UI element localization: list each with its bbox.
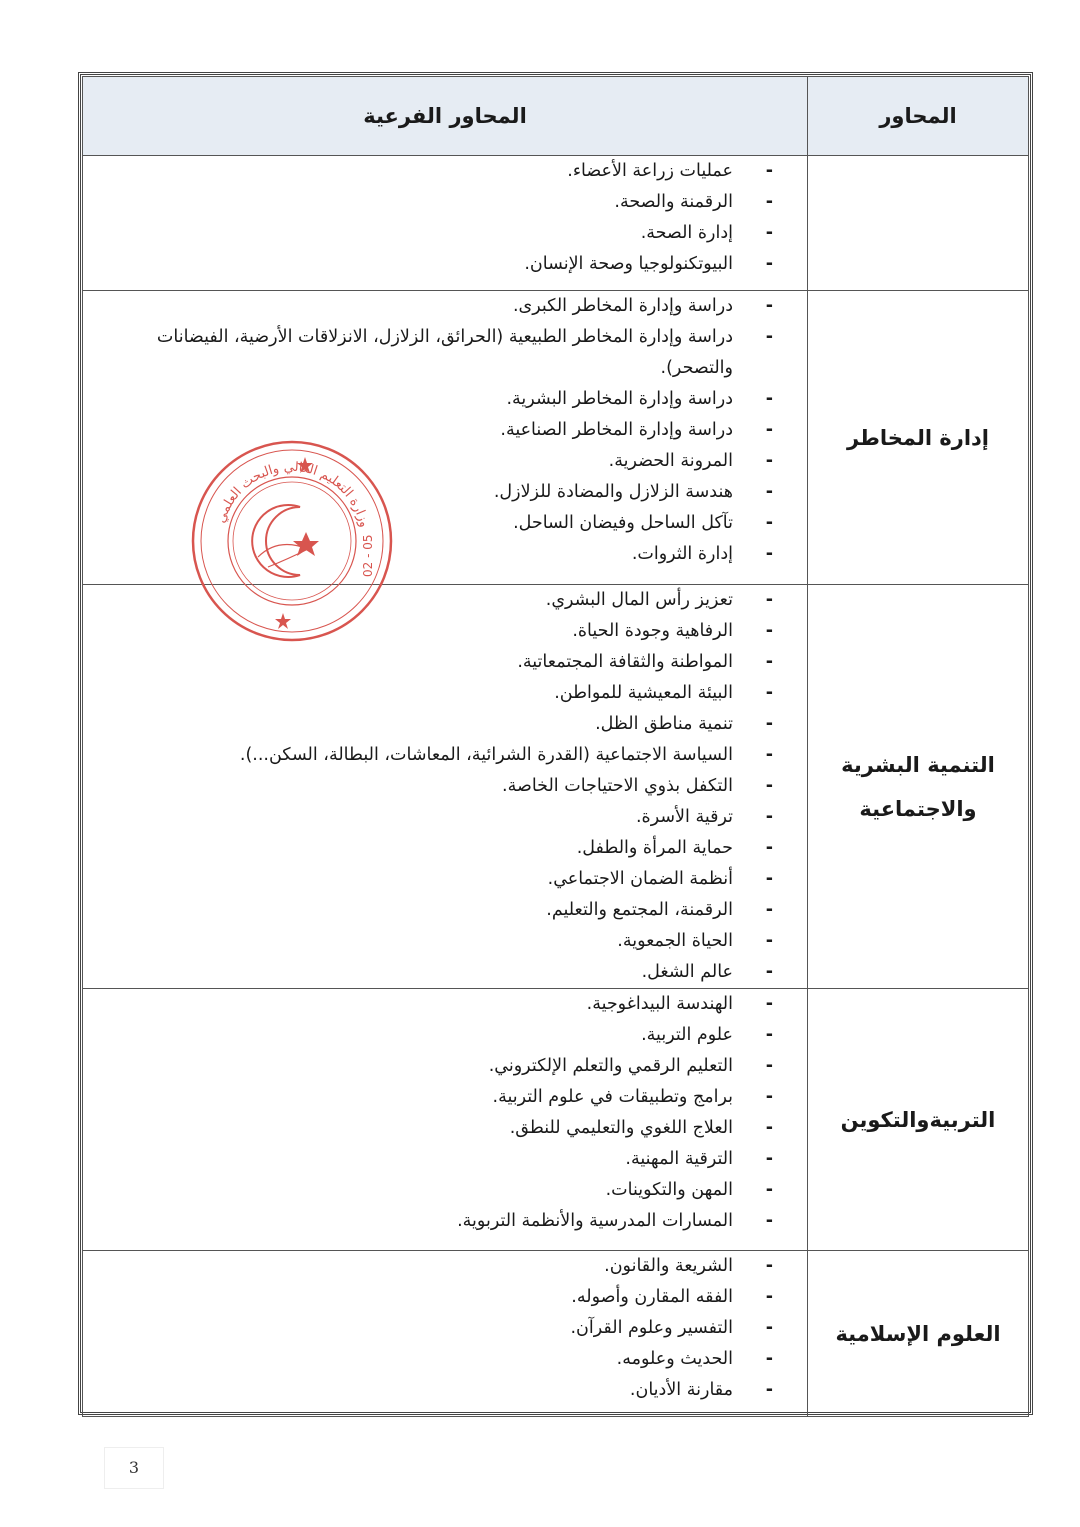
sub-axes-list [83, 1251, 807, 1406]
list-item: - الفقه المقارن وأصوله. [113, 1282, 779, 1313]
page-number: 3 [104, 1447, 164, 1489]
list-item: - دراسة وإدارة المخاطر الكبرى. [113, 291, 779, 322]
header-sub-axes: المحاور الفرعية [83, 77, 808, 156]
axis-name: التنمية البشرية والاجتماعية [808, 585, 1029, 989]
axis-name [808, 156, 1029, 291]
table-row [83, 1251, 1029, 1417]
sub-axes-cell [83, 156, 808, 291]
stamp-text: وزارة التعليم العالي والبحث العلمي [213, 459, 372, 529]
list-item: - حماية المرأة والطفل. [113, 833, 779, 864]
list-item: - ترقية الأسرة. [113, 802, 779, 833]
list-item: - تعزيز رأس المال البشري. [113, 585, 779, 616]
list-item: - الحياة الجمعوية. [113, 926, 779, 957]
list-item: - الرفاهية وجودة الحياة. [113, 616, 779, 647]
header-axis: المحاور [808, 77, 1029, 156]
axis-name: التربيةوالتكوين [808, 989, 1029, 1251]
list-item: - برامج وتطبيقات في علوم التربية. [113, 1082, 779, 1113]
list-item: - البيوتكنولوجيا وصحة الإنسان. [113, 249, 779, 280]
list-item: - العلاج اللغوي والتعليمي للنطق. [113, 1113, 779, 1144]
list-item: - المواطنة والثقافة المجتمعاتية. [113, 647, 779, 678]
list-item: - المهن والتكوينات. [113, 1175, 779, 1206]
list-item: - عالم الشغل. [113, 957, 779, 988]
list-item: - تنمية مناطق الظل. [113, 709, 779, 740]
table-header-row [83, 77, 1029, 156]
list-item: - الرقمنة، المجتمع والتعليم. [113, 895, 779, 926]
list-item: - مقارنة الأديان. [113, 1375, 779, 1406]
list-item: - التعليم الرقمي والتعلم الإلكتروني. [113, 1051, 779, 1082]
axis-name: العلوم الإسلامية [808, 1251, 1029, 1417]
sub-axes-cell [83, 1251, 808, 1417]
sub-axes-list [83, 585, 807, 988]
sub-axes-list [83, 989, 807, 1237]
list-item: - السياسة الاجتماعية (القدرة الشرائية، المعاشات، البطالة، السكن...). [113, 740, 779, 771]
list-item: - الشريعة والقانون. [113, 1251, 779, 1282]
official-stamp-seal [188, 437, 396, 645]
table-row [83, 585, 1029, 989]
axis-name: إدارة المخاطر [808, 291, 1029, 585]
list-item: - إدارة الصحة. [113, 218, 779, 249]
list-item: - دراسة وإدارة المخاطر البشرية. [113, 384, 779, 415]
list-item: - عمليات زراعة الأعضاء. [113, 156, 779, 187]
stamp-number: 02 - 05 [361, 534, 375, 577]
list-item: - الحديث وعلومه. [113, 1344, 779, 1375]
table-row [83, 989, 1029, 1251]
list-item: - المرونة الحضرية. [113, 446, 779, 477]
table-row [83, 156, 1029, 291]
sub-axes-cell [83, 989, 808, 1251]
list-item: - الهندسة البيداغوجية. [113, 989, 779, 1020]
axes-table [82, 76, 1029, 1417]
list-item: - الترقية المهنية. [113, 1144, 779, 1175]
sub-axes-cell [83, 585, 808, 989]
list-item: - دراسة وإدارة المخاطر الصناعية. [113, 415, 779, 446]
sub-axes-list [83, 156, 807, 280]
list-item: - الرقمنة والصحة. [113, 187, 779, 218]
list-item: - إدارة الثروات. [113, 539, 779, 570]
list-item: - أنظمة الضمان الاجتماعي. [113, 864, 779, 895]
list-item: - دراسة وإدارة المخاطر الطبيعية (الحرائق، الزلازل، الانزلاقات الأرضية، الفيضانات والتصحر). [113, 322, 779, 384]
list-item: - المسارات المدرسية والأنظمة التربوية. [113, 1206, 779, 1237]
list-item: - علوم التربية. [113, 1020, 779, 1051]
list-item: - البيئة المعيشية للمواطن. [113, 678, 779, 709]
list-item: - تآكل الساحل وفيضان الساحل. [113, 508, 779, 539]
list-item: - هندسة الزلازل والمضادة للزلازل. [113, 477, 779, 508]
list-item: - التكفل بذوي الاحتياجات الخاصة. [113, 771, 779, 802]
list-item: - التفسير وعلوم القرآن. [113, 1313, 779, 1344]
